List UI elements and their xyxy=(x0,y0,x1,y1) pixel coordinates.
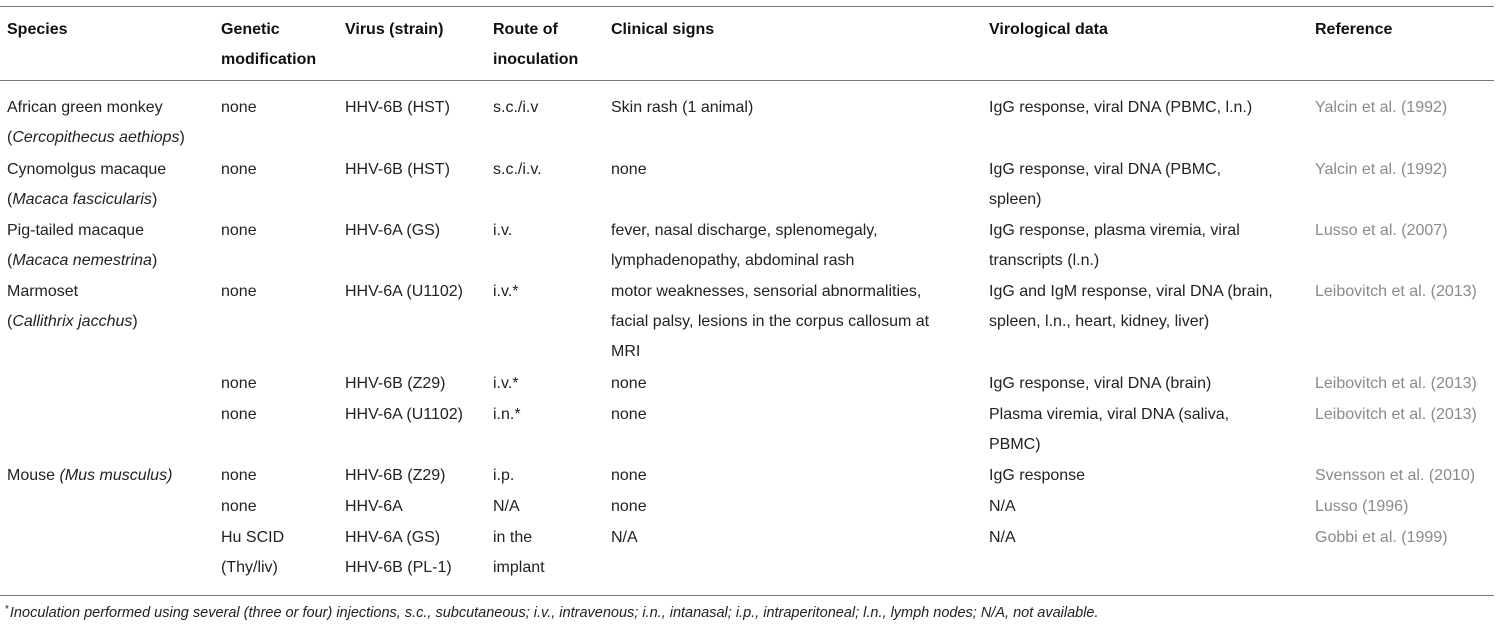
species-name xyxy=(7,461,172,491)
species-latin: (Macaca nemestrina) xyxy=(7,252,158,269)
modification-cell: none xyxy=(221,161,257,178)
virological-cell: N/A xyxy=(989,498,1016,515)
virological-cell: spleen) xyxy=(989,191,1042,208)
clinical-cell: motor weaknesses, sensorial abnormalities, xyxy=(611,283,922,300)
modification-cell: none xyxy=(221,222,257,239)
virus-cell: HHV-6B (Z29) xyxy=(345,467,446,484)
modification-cell: none xyxy=(221,498,257,515)
table-footnote xyxy=(5,604,1099,621)
latin-name: Macaca nemestrina xyxy=(12,252,152,269)
species-name: Cynomolgus macaque xyxy=(7,161,167,178)
virus-cell: HHV-6A (GS) xyxy=(345,529,441,546)
modification-cell: none xyxy=(221,467,257,484)
species-common: Mouse xyxy=(7,467,56,484)
reference-link[interactable]: Svensson et al. (2010) xyxy=(1315,467,1476,484)
virological-cell: PBMC) xyxy=(989,436,1041,453)
virological-cell: IgG response, viral DNA (PBMC, xyxy=(989,161,1222,178)
clinical-cell: MRI xyxy=(611,343,641,360)
clinical-cell: none xyxy=(611,161,647,178)
route-cell: N/A xyxy=(493,498,520,515)
clinical-cell: none xyxy=(611,467,647,484)
table-bottom-rule xyxy=(0,595,1494,596)
latin-text: Mus musculus xyxy=(64,467,168,484)
virological-cell: IgG response xyxy=(989,467,1086,484)
clinical-cell: fever, nasal discharge, splenomegaly, xyxy=(611,222,878,239)
virological-cell: spleen, l.n., heart, kidney, liver) xyxy=(989,313,1210,330)
virological-cell: transcripts (l.n.) xyxy=(989,252,1100,269)
virological-cell: IgG response, viral DNA (brain) xyxy=(989,375,1212,392)
header-virological: Virological data xyxy=(989,21,1108,38)
modification-cell: none xyxy=(221,283,257,300)
header-genetic-line1: Genetic xyxy=(221,21,280,38)
clinical-cell: facial palsy, lesions in the corpus callosum at xyxy=(611,313,930,330)
virus-cell: HHV-6B (HST) xyxy=(345,161,450,178)
reference-link[interactable]: Leibovitch et al. (2013) xyxy=(1315,406,1477,423)
virological-cell: N/A xyxy=(989,529,1016,546)
clinical-cell: none xyxy=(611,498,647,515)
virus-cell: HHV-6A (U1102) xyxy=(345,283,463,300)
route-cell: i.v. xyxy=(493,222,513,239)
reference-link[interactable]: Leibovitch et al. (2013) xyxy=(1315,375,1477,392)
header-genetic-line2: modification xyxy=(221,51,317,68)
virus-cell: HHV-6A (U1102) xyxy=(345,406,463,423)
latin-name: Callithrix jacchus xyxy=(12,313,133,330)
footnote-marker: * xyxy=(5,604,9,615)
virological-cell: IgG and IgM response, viral DNA (brain, xyxy=(989,283,1273,300)
header-reference: Reference xyxy=(1315,21,1393,38)
species-name: Pig-tailed macaque xyxy=(7,222,144,239)
reference-link[interactable]: Yalcin et al. (1992) xyxy=(1315,99,1448,116)
header-clinical: Clinical signs xyxy=(611,21,715,38)
table-top-rule xyxy=(0,6,1494,7)
virological-cell: Plasma viremia, viral DNA (saliva, xyxy=(989,406,1230,423)
route-cell: i.n.* xyxy=(493,406,521,423)
virological-cell: IgG response, viral DNA (PBMC, l.n.) xyxy=(989,99,1253,116)
modification-cell: (Thy/liv) xyxy=(221,559,278,576)
route-cell: in the xyxy=(493,529,533,546)
route-cell: i.p. xyxy=(493,467,515,484)
latin-name: (Mus musculus) xyxy=(59,467,173,484)
route-cell: s.c./i.v. xyxy=(493,161,542,178)
header-species: Species xyxy=(7,21,68,38)
header-route-line2: inoculation xyxy=(493,51,579,68)
header-bottom-rule xyxy=(0,80,1494,81)
header-route-line1: Route of xyxy=(493,21,558,38)
clinical-cell: none xyxy=(611,406,647,423)
virus-cell: HHV-6A xyxy=(345,498,403,515)
reference-link[interactable]: Yalcin et al. (1992) xyxy=(1315,161,1448,178)
route-cell: i.v.* xyxy=(493,283,519,300)
reference-link[interactable]: Lusso (1996) xyxy=(1315,498,1409,515)
latin-name: Cercopithecus aethiops xyxy=(12,129,180,146)
species-latin: (Macaca fascicularis) xyxy=(7,191,158,208)
virological-cell: IgG response, plasma viremia, viral xyxy=(989,222,1240,239)
species-name: African green monkey xyxy=(7,99,163,116)
modification-cell: none xyxy=(221,406,257,423)
clinical-cell: Skin rash (1 animal) xyxy=(611,99,754,116)
clinical-cell: N/A xyxy=(611,529,638,546)
modification-cell: Hu SCID xyxy=(221,529,285,546)
virus-cell: HHV-6B (PL-1) xyxy=(345,559,452,576)
latin-name: Macaca fascicularis xyxy=(12,191,152,208)
species-latin: (Cercopithecus aethiops) xyxy=(7,129,185,146)
virus-cell: HHV-6A (GS) xyxy=(345,222,441,239)
header-virus: Virus (strain) xyxy=(345,21,444,38)
reference-link[interactable]: Leibovitch et al. (2013) xyxy=(1315,283,1477,300)
virus-cell: HHV-6B (HST) xyxy=(345,99,450,116)
modification-cell: none xyxy=(221,375,257,392)
modification-cell: none xyxy=(221,99,257,116)
route-cell: s.c./i.v xyxy=(493,99,539,116)
reference-link[interactable]: Lusso et al. (2007) xyxy=(1315,222,1448,239)
route-cell: implant xyxy=(493,559,545,576)
species-name: Marmoset xyxy=(7,283,79,300)
route-cell: i.v.* xyxy=(493,375,519,392)
clinical-cell: none xyxy=(611,375,647,392)
reference-link[interactable]: Gobbi et al. (1999) xyxy=(1315,529,1448,546)
virus-cell: HHV-6B (Z29) xyxy=(345,375,446,392)
clinical-cell: lymphadenopathy, abdominal rash xyxy=(611,252,855,269)
footnote-text: Inoculation performed using several (three or four) injections, s.c., subcutaneous; i.v., intravenous; i.n., intanasal; i.p., intraperitoneal; l.n., lymph nodes; N/A, not available. xyxy=(9,605,1099,621)
species-latin: (Callithrix jacchus) xyxy=(7,313,138,330)
